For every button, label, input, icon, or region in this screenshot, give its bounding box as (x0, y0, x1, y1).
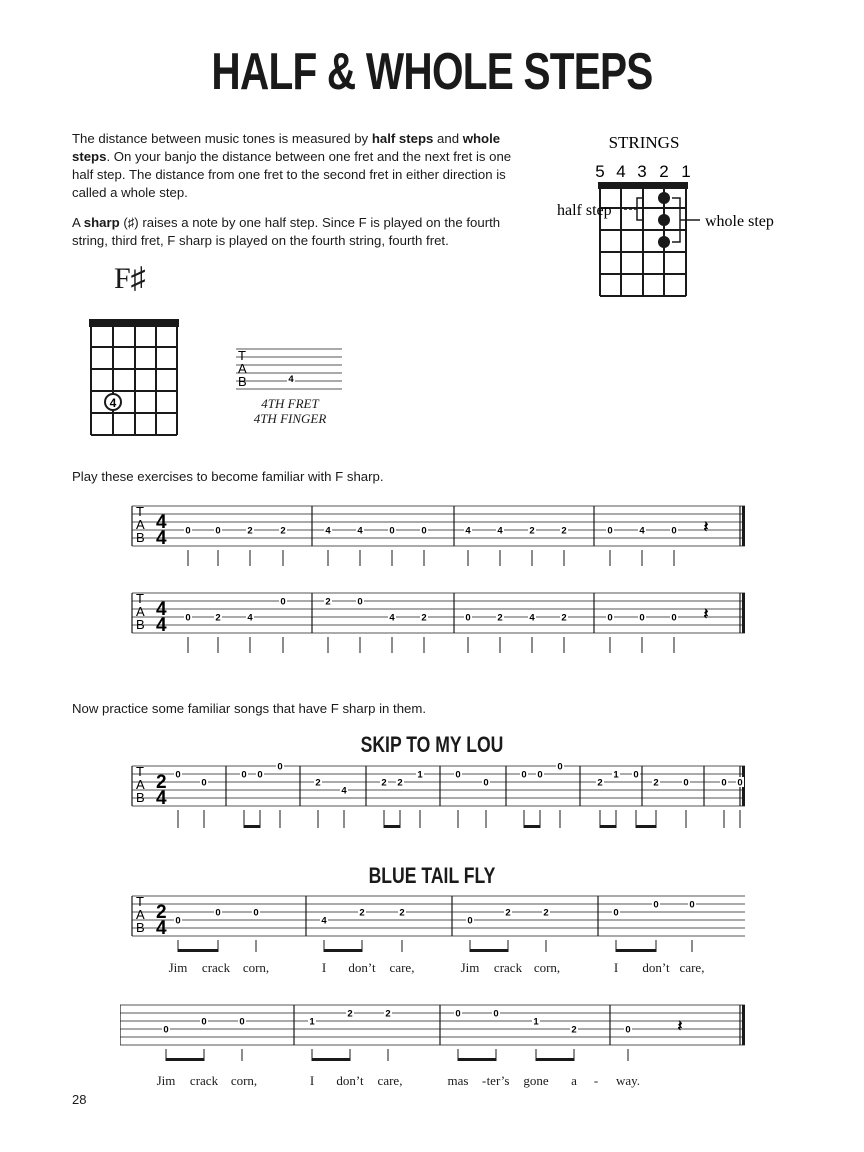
whole-step-label: whole step (705, 213, 774, 230)
lyric-word: care, (377, 1073, 403, 1088)
tab-note: 0 (671, 525, 677, 537)
tab-note: 2 (399, 907, 405, 919)
tab-note: 0 (357, 596, 363, 608)
tab-note: 0 (389, 525, 395, 537)
tab-note: 1 (533, 1016, 539, 1028)
lyric-word: way. (615, 1073, 641, 1088)
lyric-word: care, (679, 960, 705, 975)
tab-note: 0 (185, 525, 191, 537)
tab-letter: B (136, 530, 145, 545)
song-title-blue-tail-fly: BLUE TAIL FLY (368, 863, 496, 888)
final-barline (742, 506, 745, 546)
intro-text: . On your banjo the distance between one fret and the next fret is one half step. The distance from one fret to the second fret in either direction is called a whole step. (72, 149, 512, 200)
quarter-rest: 𝄽 (677, 1018, 683, 1035)
time-signature-top: 4 (156, 512, 167, 533)
tab-note: 1 (613, 769, 619, 781)
note-beam (524, 825, 540, 828)
tab-note: 2 (385, 1008, 391, 1020)
lyric-word: corn, (533, 960, 561, 975)
tab-note: 0 (201, 777, 207, 789)
tab-fret-number: 4 (288, 374, 294, 385)
tab-note: 0 (280, 596, 286, 608)
note-beam (536, 1058, 574, 1061)
tab-note: 4 (389, 612, 395, 624)
time-signature-top: 2 (156, 902, 167, 923)
lyric-word: don’t (348, 960, 376, 975)
tab-note: 0 (201, 1016, 207, 1028)
caption-finger: 4TH FINGER (253, 411, 327, 426)
tab-note: 2 (381, 777, 387, 789)
tab-note: 4 (639, 525, 645, 537)
tab-note: 0 (607, 525, 613, 537)
tab-note: 0 (521, 769, 527, 781)
tab-note: 2 (315, 777, 321, 789)
tab-note: 2 (247, 525, 253, 537)
tab-letter: T (136, 504, 144, 519)
tab-note: 0 (185, 612, 191, 624)
tab-letter: B (136, 920, 145, 935)
intro-text: A (72, 215, 84, 230)
note-beam (384, 825, 400, 828)
string-number: 2 (659, 162, 669, 181)
note-beam (166, 1058, 204, 1061)
lyric-word: Jim (156, 1073, 176, 1088)
finger-dot (658, 236, 670, 248)
tab-note: 0 (633, 769, 639, 781)
tab-note: 0 (683, 777, 689, 789)
time-signature-top: 4 (156, 599, 167, 620)
lyric-word: gone (523, 1073, 549, 1088)
tab-note: 0 (671, 612, 677, 624)
tab-note: 0 (493, 1008, 499, 1020)
sharp-term: sharp (83, 215, 120, 230)
tab-note: 2 (397, 777, 403, 789)
lyric-word: don’t (642, 960, 670, 975)
tab-note: 0 (163, 1024, 169, 1036)
note-beam (324, 949, 362, 952)
string-number: 1 (681, 162, 691, 181)
time-signature-bottom: 4 (156, 918, 167, 939)
final-barline (742, 593, 745, 633)
tab-note: 0 (653, 899, 659, 911)
lyric-word: Jim (460, 960, 480, 975)
strings-heading: STRINGS (608, 133, 680, 152)
lyric-word: don’t (336, 1073, 364, 1088)
tab-letter: A (238, 361, 247, 376)
lyric-word: corn, (242, 960, 270, 975)
tab-note: 2 (215, 612, 221, 624)
tab-note: 0 (421, 525, 427, 537)
intro-paragraph-1 (72, 130, 524, 202)
time-signature-top: 2 (156, 772, 167, 793)
quarter-rest: 𝄽 (703, 519, 709, 536)
tab-letter: A (136, 777, 145, 792)
tab-note: 0 (175, 915, 181, 927)
lyric-word: - (593, 1073, 599, 1088)
tab-letter: B (238, 374, 247, 389)
blue-tail-fly-tab-line-1 (120, 888, 750, 960)
tab-note: 0 (557, 761, 563, 773)
tab-note: 4 (341, 785, 347, 797)
tab-note: 0 (175, 769, 181, 781)
tab-note: 0 (639, 612, 645, 624)
time-signature-bottom: 4 (156, 615, 167, 636)
tab-letter: T (238, 348, 246, 363)
tab-note: 4 (465, 525, 471, 537)
tab-note: 0 (241, 769, 247, 781)
half-step-label: half step (557, 202, 612, 219)
intro-text: and (433, 131, 463, 146)
tab-note: 4 (529, 612, 535, 624)
tab-note: 4 (247, 612, 253, 624)
lyric-word: crack (201, 960, 231, 975)
note-beam (244, 825, 260, 828)
tab-note: 2 (505, 907, 511, 919)
tab-note: 2 (325, 596, 331, 608)
final-barline (742, 1005, 745, 1045)
lyric-word: ter’s (486, 1073, 510, 1088)
tab-letter: A (136, 604, 145, 619)
lyric-word: care, (389, 960, 415, 975)
tab-note: 0 (537, 769, 543, 781)
tab-note: 2 (497, 612, 503, 624)
tab-note: 0 (253, 907, 259, 919)
tab-note: 0 (737, 777, 743, 789)
quarter-rest: 𝄽 (703, 606, 709, 623)
tab-note: 2 (561, 612, 567, 624)
blue-tail-fly-tab-line-2 (120, 997, 750, 1069)
lyric-word: I (613, 960, 619, 975)
tab-note: 4 (325, 525, 331, 537)
songs-instructions: Now practice some familiar songs that have F sharp in them. (72, 701, 427, 716)
note-beam (178, 949, 218, 952)
caption-fret: 4TH FRET (261, 396, 319, 411)
tab-letter: B (136, 790, 145, 805)
intro-text: The distance between music tones is measured by (72, 131, 372, 146)
tab-note: 2 (280, 525, 286, 537)
skip-to-my-lou-tab (120, 758, 750, 838)
tab-note: 2 (421, 612, 427, 624)
finger-dot (658, 192, 670, 204)
tab-note: 0 (613, 907, 619, 919)
tab-note: 0 (215, 907, 221, 919)
tab-note: 0 (239, 1016, 245, 1028)
lyric-word: I (321, 960, 327, 975)
exercise-instructions: Play these exercises to become familiar with F sharp. (72, 469, 384, 484)
string-number: 5 (595, 162, 605, 181)
half-whole-step-diagram (550, 128, 800, 303)
tab-note: 4 (321, 915, 327, 927)
note-beam (458, 1058, 496, 1061)
intro-paragraph-2 (72, 214, 524, 250)
tab-note: 2 (347, 1008, 353, 1020)
note-beam (470, 949, 508, 952)
lyric-word: mas (447, 1073, 469, 1088)
note-beam (312, 1058, 350, 1061)
exercise-1-tab (120, 498, 750, 578)
tab-note: 4 (497, 525, 503, 537)
tab-note: 1 (309, 1016, 315, 1028)
tab-note: 0 (483, 777, 489, 789)
intro-text: (♯) raises a note by one half step. Since F is played on the fourth string, third fret, F sharp is played on the fourth string, fourth fret. (72, 215, 501, 248)
lyric-word: Jim (168, 960, 188, 975)
tab-note: 0 (455, 1008, 461, 1020)
tab-note: 2 (561, 525, 567, 537)
page-title: HALF & WHOLE STEPS (211, 43, 653, 101)
tab-note: 0 (455, 769, 461, 781)
finger-dot (658, 214, 670, 226)
lyric-word: crack (493, 960, 523, 975)
tab-letter: B (136, 617, 145, 632)
lyric-word: crack (189, 1073, 219, 1088)
lyric-word: I (309, 1073, 315, 1088)
tab-note: 0 (215, 525, 221, 537)
note-beam (600, 825, 616, 828)
time-signature-bottom: 4 (156, 788, 167, 809)
tab-letter: T (136, 764, 144, 779)
tab-letter: T (136, 894, 144, 909)
note-beam (636, 825, 656, 828)
page-number: 28 (72, 1092, 87, 1107)
tab-note: 2 (653, 777, 659, 789)
exercise-2-tab (120, 585, 750, 665)
tab-note: 1 (417, 769, 423, 781)
note-beam (616, 949, 656, 952)
tab-letter: A (136, 517, 145, 532)
tab-note: 0 (689, 899, 695, 911)
tab-note: 2 (571, 1024, 577, 1036)
finger-number: 4 (109, 396, 117, 410)
tab-note: 0 (721, 777, 727, 789)
tab-note: 0 (277, 761, 283, 773)
string-number: 3 (637, 162, 647, 181)
note-caption (232, 396, 348, 426)
tab-note: 0 (467, 915, 473, 927)
song-title-skip-to-my-lou: SKIP TO MY LOU (360, 732, 504, 757)
tab-note: 0 (465, 612, 471, 624)
lyric-word: - (481, 1073, 487, 1088)
time-signature-bottom: 4 (156, 528, 167, 549)
whole-steps-term: whole steps (72, 131, 501, 164)
tab-note: 0 (625, 1024, 631, 1036)
tab-note: 2 (543, 907, 549, 919)
half-steps-term: half steps (371, 131, 434, 146)
fretboard-grid (599, 183, 687, 296)
note-name-f-sharp: F♯ (114, 262, 146, 295)
tab-note: 0 (257, 769, 263, 781)
tab-letter: A (136, 907, 145, 922)
tab-letter: T (136, 591, 144, 606)
tab-note: 2 (529, 525, 535, 537)
lyric-word: a (571, 1073, 577, 1088)
tab-note: 4 (357, 525, 363, 537)
tab-note: 2 (597, 777, 603, 789)
string-number: 4 (616, 162, 626, 181)
tab-note: 2 (359, 907, 365, 919)
f-sharp-fret-diagram (86, 318, 186, 440)
lyric-word: corn, (230, 1073, 258, 1088)
tab-note: 0 (607, 612, 613, 624)
